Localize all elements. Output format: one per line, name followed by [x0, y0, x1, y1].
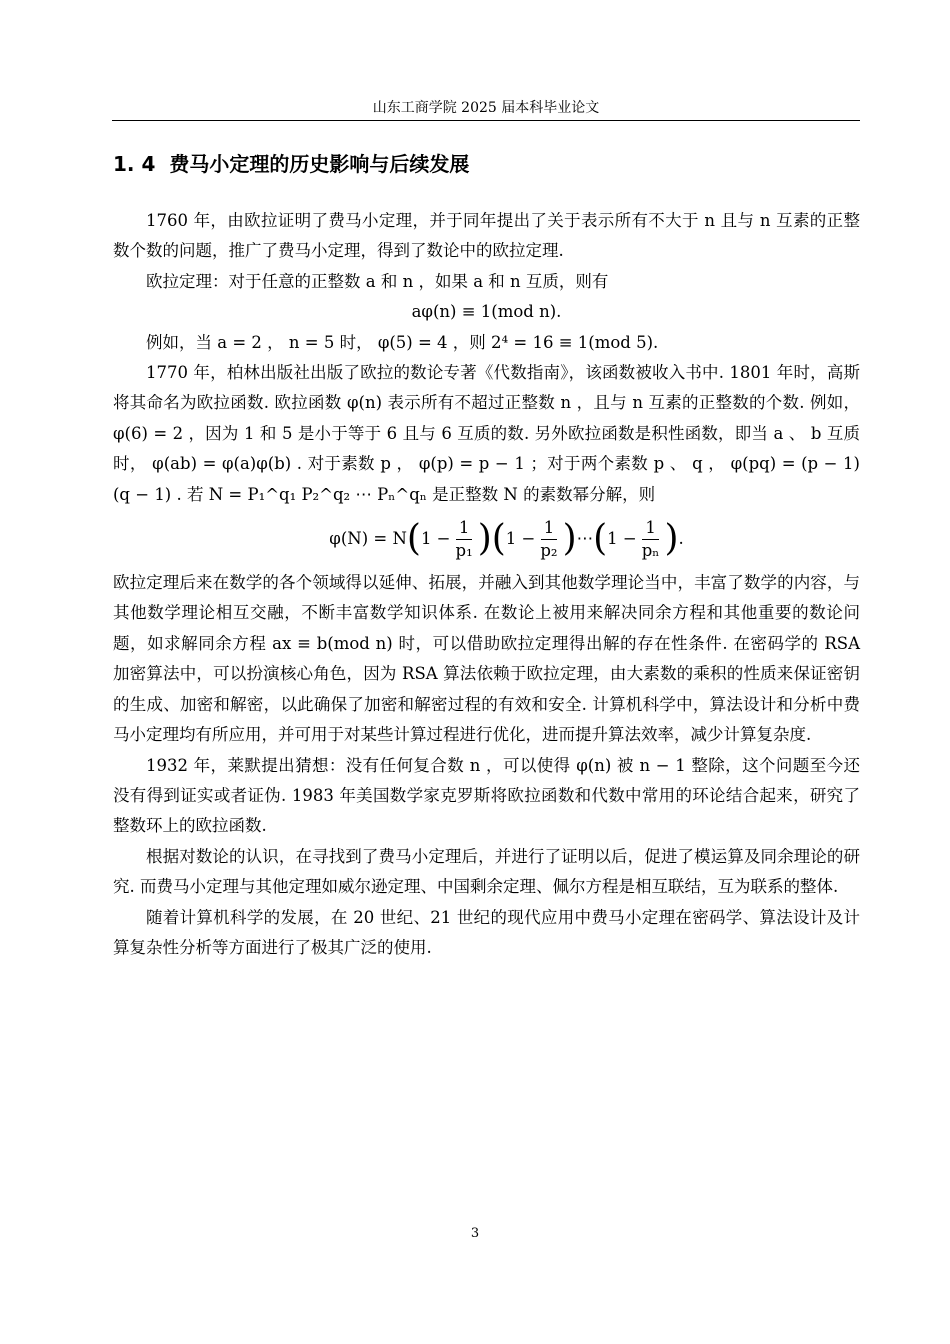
paren-open: ( — [491, 518, 506, 560]
formula-totient-product — [113, 510, 860, 568]
fraction-1-numerator: 1 — [456, 517, 473, 540]
paren-open: ( — [593, 518, 608, 560]
fraction-n — [639, 517, 663, 562]
fraction-n-denominator: pₙ — [641, 540, 660, 560]
formula-euler-theorem: aφ(n) ≡ 1(mod n). — [411, 302, 562, 322]
paragraph-applications: 欧拉定理后来在数学的各个领域得以延伸、拓展，并融入到其他数学理论当中，丰富了数学的内容，与其他数学理论相互交融，不断丰富数学知识体系. 在数论上被用来解决同余方程和其他重要的数论问题，如求解同余方程 ax ≡ b(mod n) 时，可以借助欧拉定理得出解的存在性条件. 在密码学的 RSA 加密算法中，可以扮演核心角色，因为 RSA 算法依赖于欧拉定理，由大素数的乘积的性质来保证密钥的生成、加密和解密，以此确保了加密和解密过程的有效和安全. 计算机科学中，算法设计和分析中费马小定理均有所应用，并可用于对某些计算过程进行优化，进而提升算法效率，减少计算复杂度. — [113, 573, 860, 745]
fraction-1 — [453, 517, 476, 562]
page-number: 3 — [470, 1226, 480, 1241]
paren-close: ) — [664, 518, 679, 560]
fraction-2 — [537, 517, 560, 562]
paragraph-euler-intro: 1760 年，由欧拉证明了费马小定理，并于同年提出了关于表示所有不大于 n 且与 n 互素的正整数个数的问题，推广了费马小定理，得到了数论中的欧拉定理. — [113, 211, 860, 261]
ellipsis: ⋯ — [576, 528, 594, 548]
paragraph-modern: 随着计算机科学的发展，在 20 世纪、21 世纪的现代应用中费马小定理在密码学、算法设计及计算复杂性分析等方面进行了极其广泛的使用. — [113, 907, 860, 957]
fraction-2-numerator: 1 — [541, 517, 558, 540]
term-one-1: 1 − — [420, 528, 451, 548]
paren-open: ( — [406, 518, 421, 560]
paren-close: ) — [562, 518, 577, 560]
paragraph-modular: 根据对数论的认识，在寻找到了费马小定理后，并进行了证明以后，促进了模运算及同余理论的研究. 而费马小定理与其他定理如威尔逊定理、中国剩余定理、佩尔方程是相互联结，互为联系的整体. — [113, 846, 860, 897]
fraction-n-numerator: 1 — [642, 517, 659, 540]
section-heading — [113, 150, 469, 178]
term-one-n: 1 − — [607, 528, 637, 548]
fraction-2-denominator: p₂ — [540, 540, 558, 560]
paragraph-history-totient: 1770 年，柏林出版社出版了欧拉的数论专著《代数指南》，该函数被收入书中. 1801 年时，高斯将其命名为欧拉函数. 欧拉函数 φ(n) 表示所有不超过正整数 n ，且与 n 互素的正整数的个数. 例如， φ(6) = 2 ，因为 1 和 5 是小于等于 6 且与 6 互质的数. 另外欧拉函数是积性函数，即当 a 、 b 互质时， φ(ab) = φ(a)φ(b) . 对于素数 p ， φ(p) = p − 1 ；对于两个素数 p 、 q ， φ(pq) = (p − 1)(q − 1) . 若 N = P₁^q₁ P₂^q₂ ⋯ Pₙ^qₙ 是正整数 N 的素数幂分解，则 — [113, 363, 860, 504]
fraction-1-denominator: p₁ — [455, 540, 473, 560]
paragraph-euler-theorem: 欧拉定理：对于任意的正整数 a 和 n ，如果 a 和 n 互质，则有 — [146, 271, 609, 291]
body-text — [113, 206, 860, 963]
term-one-2: 1 − — [505, 528, 536, 548]
paragraph-lehmer: 1932 年，莱默提出猜想：没有任何复合数 n ，可以使得 φ(n) 被 n − 1 整除，这个问题至今还没有得到证实或者证伪. 1983 年美国数学家克罗斯将欧拉函数和代数中常用的环论结合起来，研究了整数环上的欧拉函数. — [113, 755, 860, 836]
section-title-text: 费马小定理的历史影响与后续发展 — [169, 152, 470, 176]
formula-lhs: φ(N) = N — [329, 528, 407, 548]
section-number: 1. 4 — [113, 152, 156, 176]
running-header — [112, 98, 860, 121]
paragraph-example: 例如，当 a = 2 ， n = 5 时， φ(5) = 4 ，则 2⁴ = 16 ≡ 1(mod 5). — [146, 332, 659, 352]
formula-end: . — [678, 528, 684, 548]
header-title: 山东工商学院 2025 届本科毕业论文 — [372, 100, 600, 116]
paren-close: ) — [477, 518, 492, 560]
